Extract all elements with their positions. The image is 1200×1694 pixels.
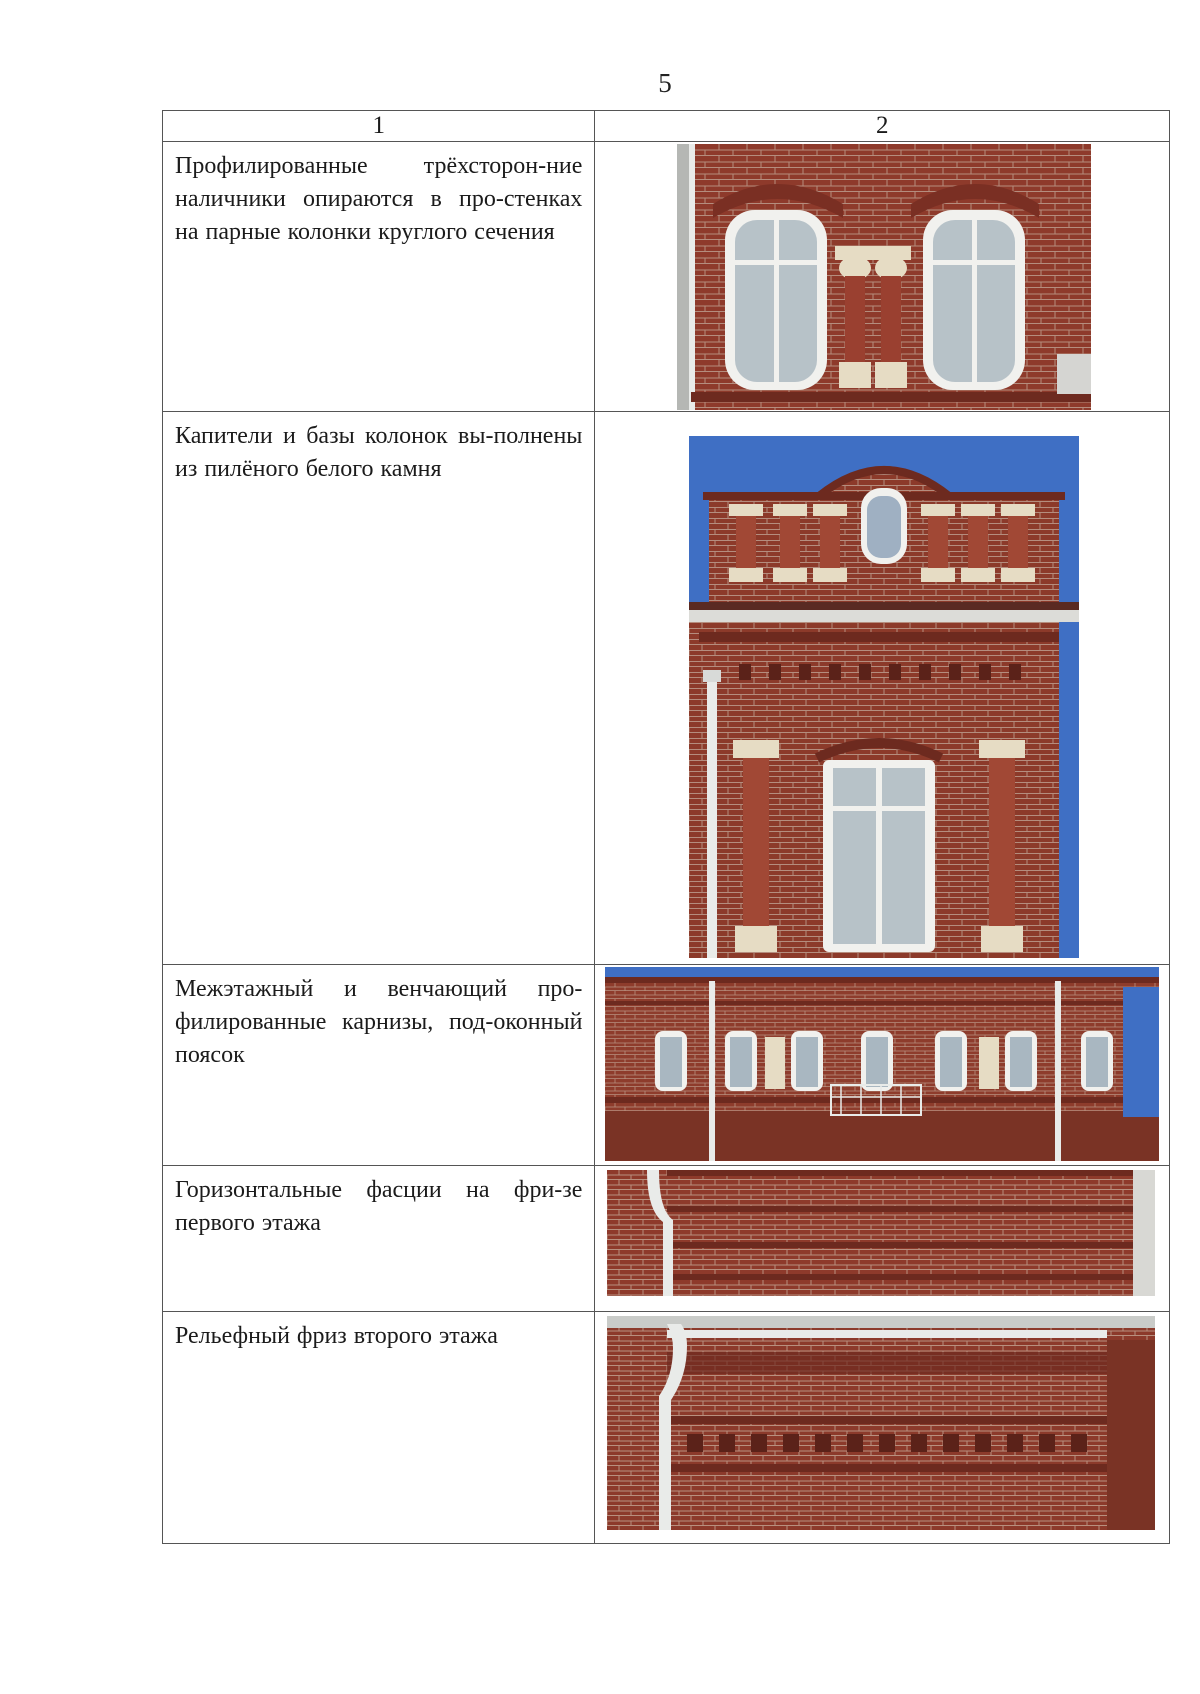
- photo-cell: [595, 965, 1170, 1166]
- page-number: 5: [658, 68, 672, 98]
- element-description: Капители и базы колонок вы-полнены из пилёного белого камня: [175, 423, 583, 482]
- photo-cell: [595, 1312, 1170, 1544]
- photo-cell: [595, 1166, 1170, 1312]
- element-description: Профилированные трёхсторон-ние наличники опираются в про-стенках на парные колонки круглого сечения: [175, 153, 583, 245]
- table-row: [163, 142, 1170, 412]
- description-cell: [163, 965, 595, 1166]
- table-row: [163, 965, 1170, 1166]
- element-description: Межэтажный и венчающий про-филированные карнизы, под-оконный поясок: [175, 976, 583, 1068]
- description-cell: [163, 1312, 595, 1544]
- second-floor-frieze-photo: [607, 1316, 1155, 1530]
- paired-windows-with-columns-photo: [677, 144, 1091, 410]
- architecture-elements-table: [162, 110, 1170, 1544]
- table-row: [163, 412, 1170, 965]
- column-header-1: 1: [163, 111, 595, 142]
- facade-cornices-photo: [605, 967, 1159, 1161]
- tower-facade-photo: [689, 436, 1079, 958]
- photo-cell: [595, 412, 1170, 965]
- table-row: [163, 1312, 1170, 1544]
- column-header-2: 2: [595, 111, 1170, 142]
- description-cell: [163, 412, 595, 965]
- table-header-row: [163, 111, 1170, 142]
- ground-floor-frieze-photo: [607, 1170, 1155, 1296]
- description-cell: [163, 142, 595, 412]
- table-row: [163, 1166, 1170, 1312]
- description-cell: [163, 1166, 595, 1312]
- element-description: Горизонтальные фасции на фри-зе первого этажа: [175, 1177, 583, 1236]
- photo-cell: [595, 142, 1170, 412]
- element-description: Рельефный фриз второго этажа: [175, 1323, 498, 1349]
